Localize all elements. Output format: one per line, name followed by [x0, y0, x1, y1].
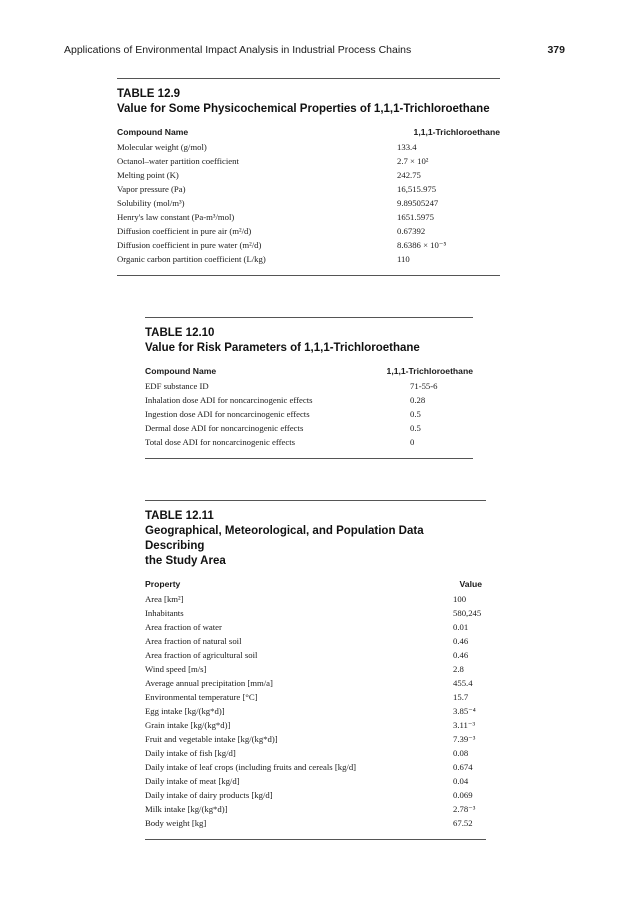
table-number: TABLE 12.9 — [117, 88, 181, 100]
table-row — [117, 224, 500, 238]
table-row — [117, 196, 500, 210]
row-label: Grain intake [kg/(kg*d)] — [145, 720, 231, 730]
table-title-line-2: the Study Area — [145, 555, 226, 567]
top-rule — [145, 317, 473, 318]
table-row — [117, 238, 500, 252]
row-value: 71-55-6 — [410, 381, 438, 391]
row-label: Molecular weight (g/mol) — [117, 142, 207, 152]
bottom-rule — [145, 839, 486, 840]
row-value: 0 — [410, 437, 415, 447]
row-value: 0.674 — [453, 762, 473, 772]
row-label: Henry's law constant (Pa-m³/mol) — [117, 212, 235, 222]
row-label: Area fraction of water — [145, 622, 222, 632]
row-label: Ingestion dose ADI for noncarcinogenic effects — [145, 409, 310, 419]
table-row — [145, 774, 486, 788]
header-left: Compound Name — [117, 127, 189, 137]
table-row — [145, 606, 486, 620]
table-title: Value for Risk Parameters of 1,1,1-Trichloroethane — [145, 342, 420, 354]
row-label: EDF substance ID — [145, 381, 209, 391]
table-row — [145, 634, 486, 648]
row-value: 67.52 — [453, 818, 473, 828]
row-label: Solubility (mol/m³) — [117, 198, 185, 208]
row-label: Melting point (K) — [117, 170, 179, 180]
table-body — [145, 592, 486, 830]
row-label: Average annual precipitation [mm/a] — [145, 678, 273, 688]
running-head — [64, 44, 565, 58]
row-label: Vapor pressure (Pa) — [117, 184, 186, 194]
table-header — [145, 576, 486, 592]
table-row — [145, 802, 486, 816]
row-value: 2.7 × 10² — [397, 156, 429, 166]
row-label: Fruit and vegetable intake [kg/(kg*d)] — [145, 734, 278, 744]
row-label: Inhabitants — [145, 608, 184, 618]
row-label: Daily intake of meat [kg/d] — [145, 776, 240, 786]
table-row — [117, 182, 500, 196]
page-number: 379 — [547, 44, 565, 56]
bottom-rule — [117, 275, 500, 276]
top-rule — [117, 78, 500, 79]
table-row — [145, 690, 486, 704]
row-value: 1651.5975 — [397, 212, 434, 222]
row-value: 16,515.975 — [397, 184, 437, 194]
row-label: Daily intake of leaf crops (including fruits and cereals [kg/d] — [145, 762, 357, 772]
table-number: TABLE 12.10 — [145, 327, 215, 339]
row-label: Environmental temperature [°C] — [145, 692, 258, 702]
row-label: Area [km²] — [145, 594, 184, 604]
row-value: 0.5 — [410, 409, 421, 419]
row-value: 133.4 — [397, 142, 417, 152]
table-row — [145, 788, 486, 802]
row-label: Area fraction of natural soil — [145, 636, 242, 646]
table-title: Value for Some Physicochemical Properties of 1,1,1-Trichloroethane — [117, 103, 490, 115]
row-label: Body weight [kg] — [145, 818, 207, 828]
table-row — [145, 648, 486, 662]
table-row — [145, 746, 486, 760]
table-row — [117, 210, 500, 224]
table-row — [117, 140, 500, 154]
row-value: 0.28 — [410, 395, 426, 405]
table-row — [145, 620, 486, 634]
table-12-10 — [145, 317, 473, 459]
header-left: Property — [145, 579, 181, 589]
table-row — [145, 407, 473, 421]
header-right: 1,1,1-Trichloroethane — [386, 366, 473, 376]
table-row — [145, 592, 486, 606]
row-label: Organic carbon partition coefficient (L/kg) — [117, 254, 266, 264]
row-label: Wind speed [m/s] — [145, 664, 207, 674]
row-value: 455.4 — [453, 678, 473, 688]
table-row — [145, 435, 473, 449]
table-row — [145, 379, 473, 393]
header-right: 1,1,1-Trichloroethane — [413, 127, 500, 137]
table-number: TABLE 12.11 — [145, 510, 214, 522]
row-label: Inhalation dose ADI for noncarcinogenic effects — [145, 395, 313, 405]
table-row — [145, 393, 473, 407]
row-label: Octanol–water partition coefficient — [117, 156, 239, 166]
row-value: 3.85⁻⁴ — [453, 706, 476, 716]
row-label: Diffusion coefficient in pure water (m²/d) — [117, 240, 262, 250]
row-value: 7.39⁻³ — [453, 734, 476, 744]
row-label: Total dose ADI for noncarcinogenic effects — [145, 437, 295, 447]
table-body — [117, 140, 500, 266]
table-header — [117, 124, 500, 140]
row-value: 9.89505247 — [397, 198, 439, 208]
row-value: 0.46 — [453, 636, 469, 646]
table-row — [145, 704, 486, 718]
row-value: 2.78⁻³ — [453, 804, 476, 814]
row-value: 15.7 — [453, 692, 469, 702]
table-row — [145, 662, 486, 676]
row-value: 0.67392 — [397, 226, 426, 236]
row-value: 0.46 — [453, 650, 469, 660]
row-value: 0.04 — [453, 776, 469, 786]
header-left: Compound Name — [145, 366, 217, 376]
table-row — [117, 252, 500, 266]
row-value: 0.08 — [453, 748, 469, 758]
row-label: Daily intake of dairy products [kg/d] — [145, 790, 273, 800]
row-label: Area fraction of agricultural soil — [145, 650, 258, 660]
row-value: 100 — [453, 594, 467, 604]
table-12-11 — [145, 500, 486, 840]
header-right: Value — [459, 579, 482, 589]
row-value: 8.6386 × 10⁻⁵ — [397, 240, 447, 250]
table-title-line-1: Geographical, Meteorological, and Population Data Describing — [145, 525, 424, 552]
row-label: Egg intake [kg/(kg*d)] — [145, 706, 225, 716]
running-head-title: Applications of Environmental Impact Analysis in Industrial Process Chains — [64, 44, 412, 56]
table-header — [145, 363, 473, 379]
bottom-rule — [145, 458, 473, 459]
table-row — [145, 760, 486, 774]
row-value: 0.5 — [410, 423, 421, 433]
row-value: 3.11⁻³ — [453, 720, 476, 730]
table-row — [117, 154, 500, 168]
table-row — [145, 816, 486, 830]
row-label: Dermal dose ADI for noncarcinogenic effects — [145, 423, 304, 433]
table-row — [145, 421, 473, 435]
row-label: Milk intake [kg/(kg*d)] — [145, 804, 228, 814]
row-value: 0.069 — [453, 790, 473, 800]
table-row — [145, 676, 486, 690]
table-row — [117, 168, 500, 182]
row-value: 0.01 — [453, 622, 469, 632]
table-12-9 — [117, 78, 500, 276]
row-value: 580,245 — [453, 608, 482, 618]
row-label: Diffusion coefficient in pure air (m²/d) — [117, 226, 252, 236]
table-row — [145, 718, 486, 732]
top-rule — [145, 500, 486, 501]
row-value: 110 — [397, 254, 410, 264]
row-value: 242.75 — [397, 170, 421, 180]
row-label: Daily intake of fish [kg/d] — [145, 748, 236, 758]
row-value: 2.8 — [453, 664, 464, 674]
table-row — [145, 732, 486, 746]
table-body — [145, 379, 473, 449]
